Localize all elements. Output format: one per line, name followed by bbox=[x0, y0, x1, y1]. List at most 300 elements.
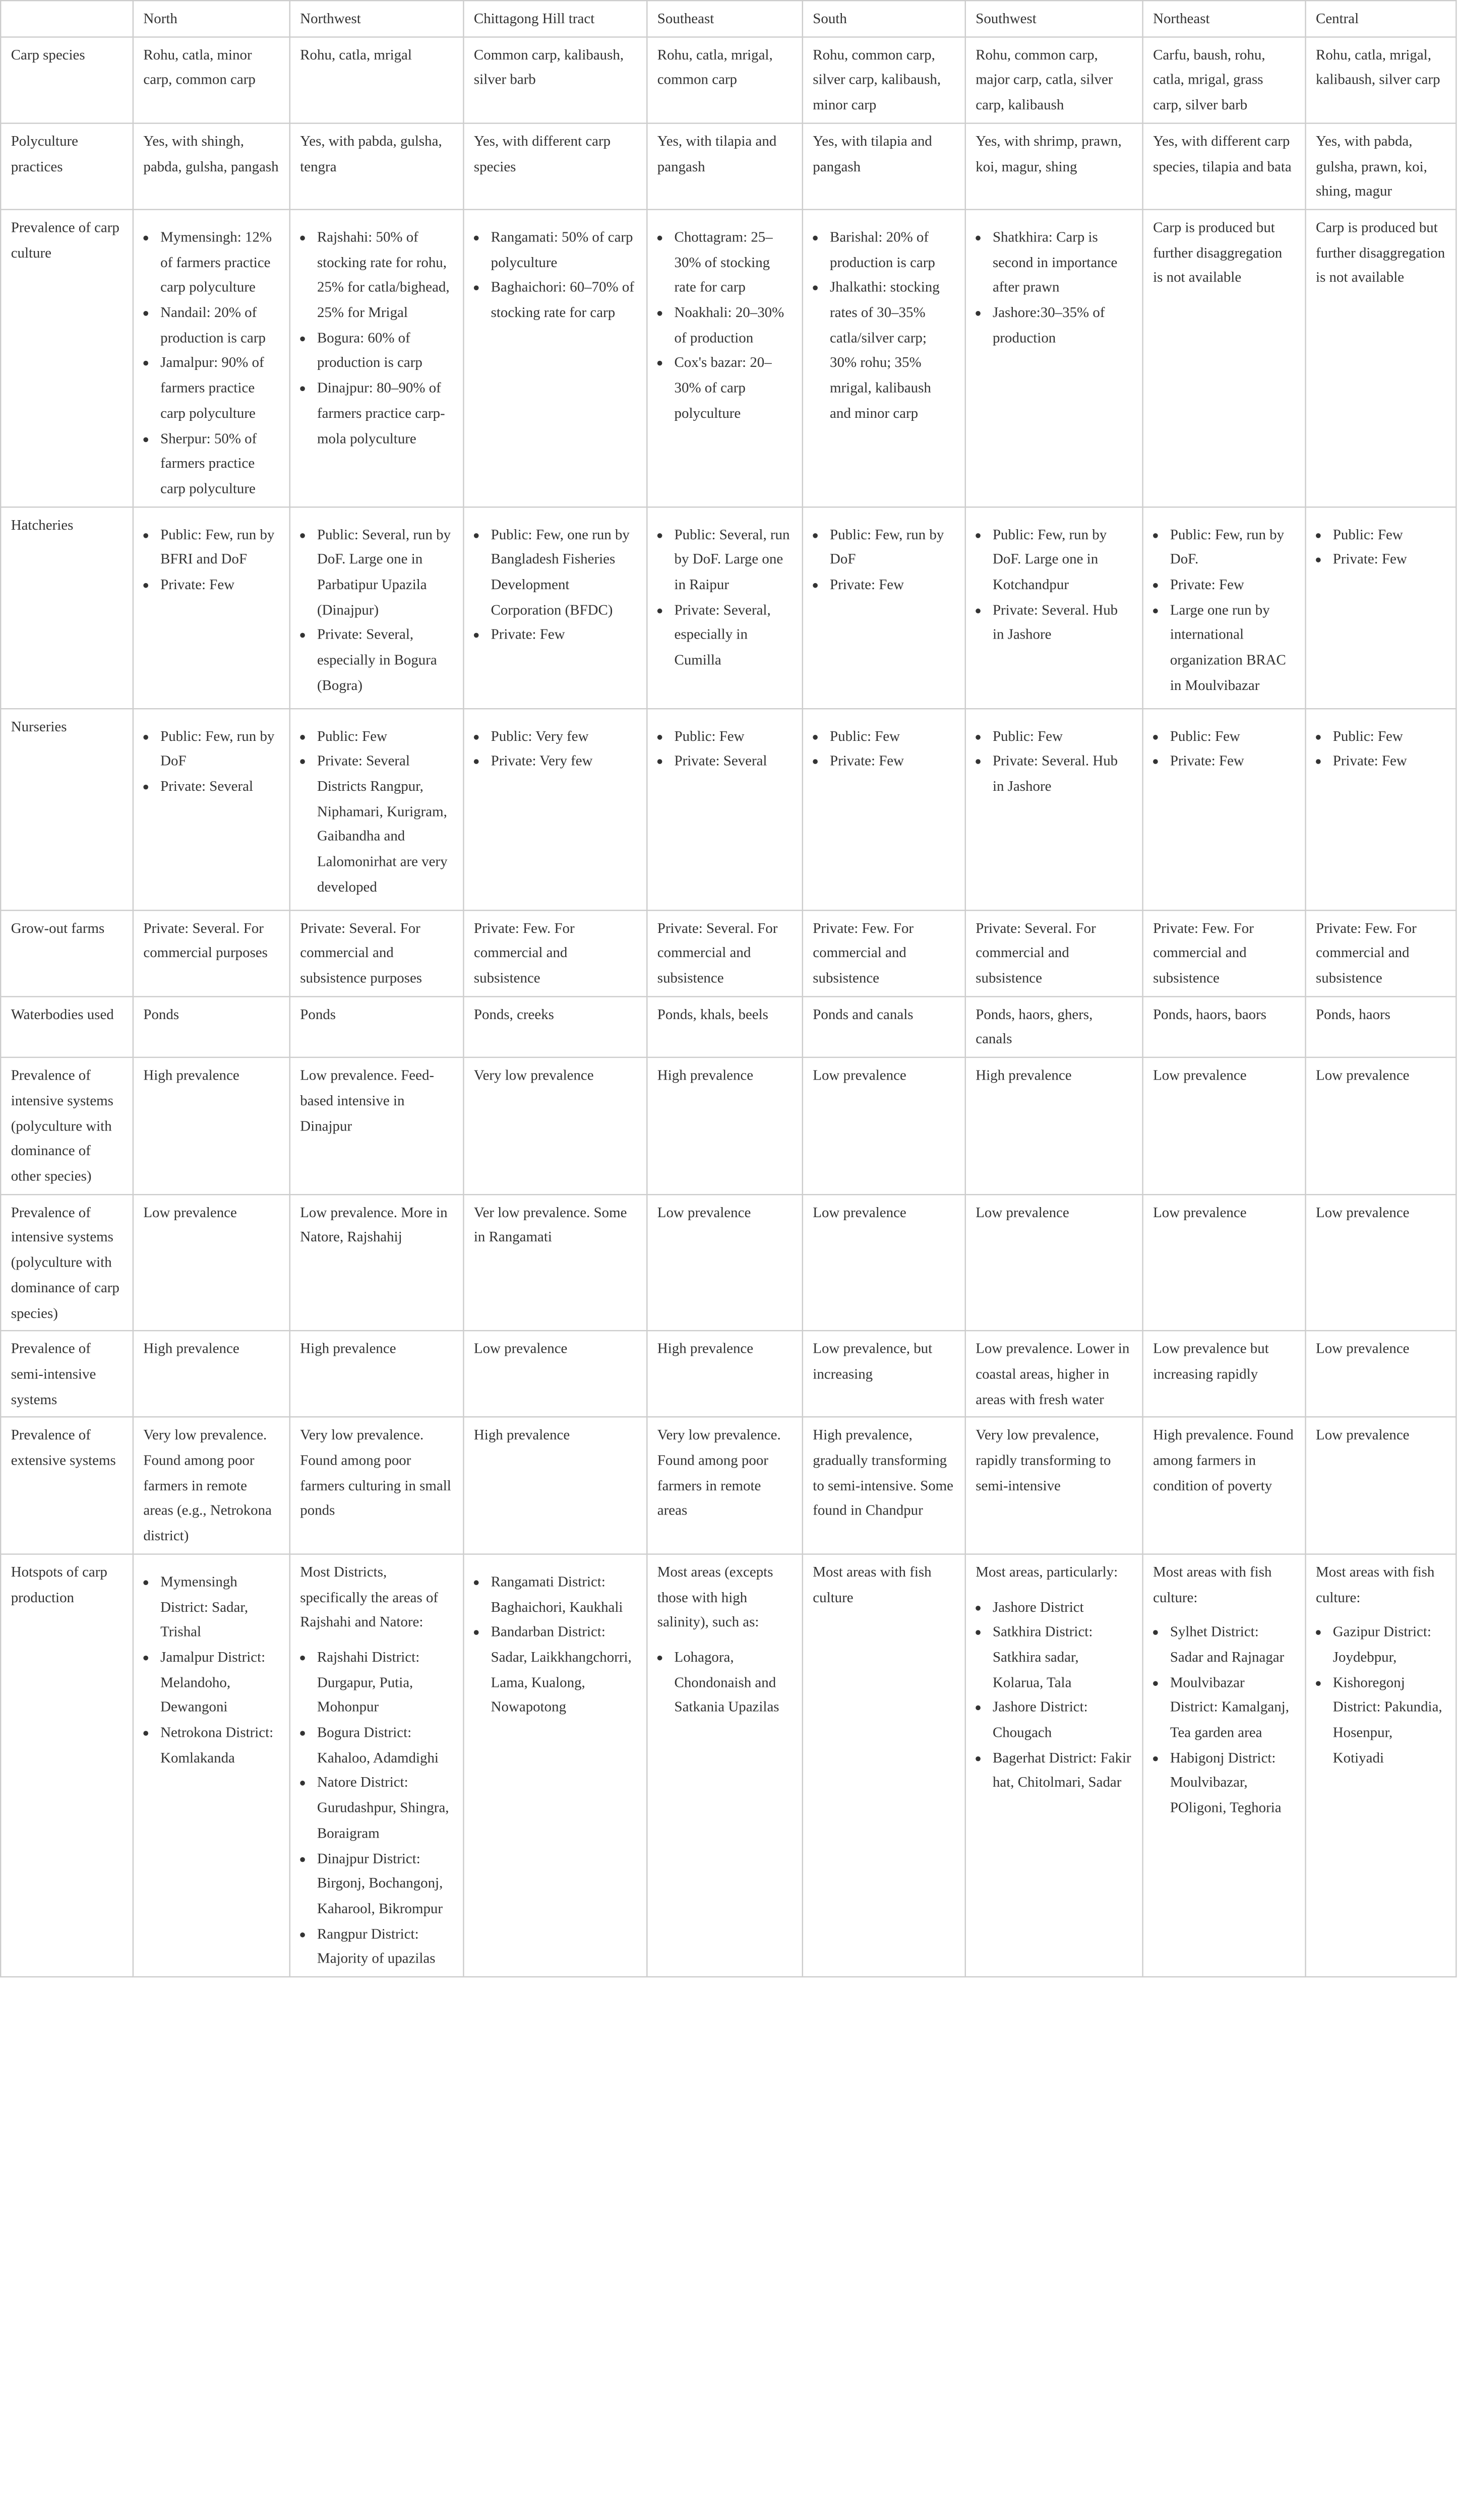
table-cell bbox=[463, 1554, 647, 1977]
table-cell bbox=[647, 1194, 802, 1331]
table-cell bbox=[647, 1331, 802, 1417]
table-cell bbox=[463, 1417, 647, 1554]
cell-lead-text: Most areas, particularly: bbox=[976, 1563, 1118, 1580]
table-cell bbox=[133, 123, 290, 209]
table-cell bbox=[965, 210, 1143, 507]
cell-lead-text: Most Districts, specifically the areas of Rajshahi and Natore: bbox=[300, 1563, 439, 1630]
table-cell bbox=[133, 37, 290, 123]
bullet-list bbox=[474, 1569, 637, 1720]
bullet-list bbox=[300, 724, 453, 900]
cell-text: Low prevalence bbox=[1316, 1203, 1410, 1221]
table-cell bbox=[1143, 910, 1306, 996]
bullet-item: • Private: Few bbox=[1333, 547, 1446, 572]
bullet-item: • Bogura: 60% of production is carp bbox=[317, 325, 453, 375]
table-cell bbox=[1143, 37, 1306, 123]
cell-text: Private: Few. For commercial and subsistence bbox=[1153, 919, 1254, 987]
cell-text: Ver low prevalence. Some in Rangamati bbox=[473, 1203, 627, 1246]
row-header-cell: Prevalence of intensive systems (polyculture with dominance of carp species) bbox=[1, 1194, 133, 1331]
cell-text: Ponds, khals, beels bbox=[657, 1005, 768, 1023]
bullet-item: • Bandarban District: Sadar, Laikkhangchorri, Lama, Kualong, Nowapotong bbox=[491, 1619, 637, 1720]
bullet-list bbox=[657, 724, 793, 774]
table-cell bbox=[803, 123, 965, 209]
table-row bbox=[1, 37, 1456, 123]
table-cell bbox=[965, 1554, 1143, 1977]
bullet-item: • Public: Few bbox=[317, 724, 453, 749]
header-cell-northwest: Northwest bbox=[290, 1, 464, 37]
table-cell bbox=[965, 1331, 1143, 1417]
header-row bbox=[1, 1, 1456, 37]
table-cell bbox=[290, 1417, 464, 1554]
bullet-item: • Moulvibazar District: Kamalganj, Tea garden area bbox=[1170, 1670, 1295, 1745]
cell-text: Very low prevalence. Found among poor farmers in remote areas (e.g., Netrokona district) bbox=[143, 1426, 272, 1544]
table-cell bbox=[133, 1331, 290, 1417]
bullet-item: • Public: Few bbox=[1170, 724, 1295, 749]
cell-text: Yes, with tilapia and pangash bbox=[813, 132, 932, 174]
table-cell bbox=[1143, 210, 1306, 507]
table-cell bbox=[803, 708, 965, 910]
table-cell bbox=[647, 123, 802, 209]
table-cell bbox=[803, 1554, 965, 1977]
table-cell bbox=[133, 1194, 290, 1331]
cell-text: Low prevalence bbox=[1316, 1066, 1410, 1084]
bullet-item: • Private: Several. Hub in Jashore bbox=[993, 748, 1132, 799]
bullet-item: • Public: Few, run by DoF bbox=[830, 522, 955, 572]
bullet-item: • Public: Several, run by DoF. Large one in Raipur bbox=[675, 522, 793, 597]
table-cell bbox=[463, 37, 647, 123]
bullet-item: • Private: Few bbox=[160, 572, 279, 597]
table-cell bbox=[1143, 1554, 1306, 1977]
table-cell bbox=[803, 1331, 965, 1417]
table-cell bbox=[1306, 1194, 1456, 1331]
table-cell bbox=[133, 910, 290, 996]
row-header-cell: Prevalence of semi-intensive systems bbox=[1, 1331, 133, 1417]
cell-text: Very low prevalence. Found among poor farmers culturing in small ponds bbox=[300, 1426, 451, 1519]
table-cell bbox=[290, 1331, 464, 1417]
cell-lead-text: Most areas with fish culture: bbox=[1316, 1563, 1435, 1605]
cell-text: Rohu, common carp, silver carp, kalibaush, minor carp bbox=[813, 45, 941, 113]
table-cell bbox=[133, 210, 290, 507]
bullet-item: • Public: Several, run by DoF. Large one in Parbatipur Upazila (Dinajpur) bbox=[317, 522, 453, 622]
cell-text: High prevalence bbox=[143, 1066, 239, 1084]
cell-text: High prevalence, gradually transforming to semi-intensive. Some found in Chandpur bbox=[813, 1426, 954, 1519]
cell-text: Ponds, haors, baors bbox=[1153, 1005, 1267, 1023]
cell-text: Very low prevalence. Found among poor farmers in remote areas bbox=[657, 1426, 781, 1519]
bullet-item: • Public: Few bbox=[1333, 522, 1446, 547]
cell-text: Carp is produced but further disaggregation is not available bbox=[1153, 218, 1283, 286]
bullet-item: • Jamalpur District: Melandoho, Dewangoni bbox=[160, 1645, 279, 1720]
table-cell bbox=[1143, 996, 1306, 1057]
bullet-list bbox=[657, 522, 793, 672]
table-cell bbox=[647, 507, 802, 708]
table-cell bbox=[1143, 708, 1306, 910]
bullet-list bbox=[143, 522, 279, 597]
table-cell bbox=[463, 210, 647, 507]
table-cell bbox=[1306, 910, 1456, 996]
table-cell bbox=[647, 996, 802, 1057]
bullet-item: • Private: Few bbox=[1170, 572, 1295, 597]
bullet-item: • Private: Few bbox=[830, 748, 955, 774]
cell-text: High prevalence bbox=[473, 1426, 570, 1443]
table-row bbox=[1, 123, 1456, 209]
table-row bbox=[1, 1057, 1456, 1194]
row-header-cell: Hatcheries bbox=[1, 507, 133, 708]
table-cell bbox=[965, 37, 1143, 123]
row-header-cell: Prevalence of carp culture bbox=[1, 210, 133, 507]
table-cell bbox=[1143, 507, 1306, 708]
table-cell bbox=[463, 910, 647, 996]
bullet-item: • Large one run by international organization BRAC in Moulvibazar bbox=[1170, 597, 1295, 698]
cell-text: Yes, with pabda, gulsha, tengra bbox=[300, 132, 442, 174]
cell-text: Low prevalence. Lower in coastal areas, higher in areas with fresh water bbox=[976, 1340, 1130, 1408]
cell-text: High prevalence bbox=[657, 1066, 754, 1084]
table-cell bbox=[1306, 1554, 1456, 1977]
header-cell-chittagong-hill-tract: Chittagong Hill tract bbox=[463, 1, 647, 37]
table-cell bbox=[290, 996, 464, 1057]
bullet-item: • Jamalpur: 90% of farmers practice carp polyculture bbox=[160, 350, 279, 426]
table-row bbox=[1, 1554, 1456, 1977]
table-cell bbox=[1306, 123, 1456, 209]
table-cell bbox=[133, 1057, 290, 1194]
table-cell bbox=[290, 708, 464, 910]
table-cell bbox=[965, 708, 1143, 910]
row-header-cell: Carp species bbox=[1, 37, 133, 123]
bullet-item: • Private: Several bbox=[675, 748, 793, 774]
header-cell-corner bbox=[1, 1, 133, 37]
bullet-item: • Jashore District: Chougach bbox=[993, 1695, 1132, 1745]
table-cell bbox=[290, 123, 464, 209]
cell-text: High prevalence bbox=[143, 1340, 239, 1357]
table-row bbox=[1, 708, 1456, 910]
table-row bbox=[1, 507, 1456, 708]
bullet-item: • Jhalkathi: stocking rates of 30–35% catla/silver carp; 30% rohu; 35% mrigal, kalibaush and minor carp bbox=[830, 275, 955, 425]
cell-text: Yes, with pabda, gulsha, prawn, koi, shing, magur bbox=[1316, 132, 1427, 200]
table-cell bbox=[647, 708, 802, 910]
bullet-item: • Sherpur: 50% of farmers practice carp polyculture bbox=[160, 426, 279, 501]
bullet-item: • Public: Few, run by DoF bbox=[160, 724, 279, 774]
bullet-item: • Private: Several, especially in Bogura (Bogra) bbox=[317, 622, 453, 698]
cell-text: Very low prevalence, rapidly transforming to semi-intensive bbox=[976, 1426, 1111, 1494]
header-cell-southwest: Southwest bbox=[965, 1, 1143, 37]
bullet-item: • Cox's bazar: 20–30% of carp polyculture bbox=[675, 350, 793, 426]
bullet-list bbox=[1316, 724, 1446, 774]
cell-text: Rohu, catla, mrigal, common carp bbox=[657, 45, 773, 88]
table-cell bbox=[463, 507, 647, 708]
table-cell bbox=[1306, 507, 1456, 708]
table-cell bbox=[290, 37, 464, 123]
table-cell bbox=[803, 210, 965, 507]
table-cell bbox=[290, 1554, 464, 1977]
table-cell bbox=[290, 1057, 464, 1194]
table-cell bbox=[133, 708, 290, 910]
bullet-list bbox=[143, 724, 279, 799]
table-cell bbox=[965, 1057, 1143, 1194]
bullet-item: • Mymensingh: 12% of farmers practice carp polyculture bbox=[160, 225, 279, 300]
cell-text: Low prevalence bbox=[657, 1203, 751, 1221]
cell-text: Ponds bbox=[143, 1005, 179, 1023]
header-cell-central: Central bbox=[1306, 1, 1456, 37]
cell-text: Carfu, baush, rohu, catla, mrigal, grass carp, silver barb bbox=[1153, 45, 1265, 113]
table-cell bbox=[1306, 37, 1456, 123]
table-cell bbox=[1143, 1194, 1306, 1331]
cell-text: Low prevalence bbox=[1316, 1426, 1410, 1443]
bullet-list bbox=[1153, 724, 1295, 774]
bullet-item: • Baghaichori: 60–70% of stocking rate for carp bbox=[491, 275, 637, 325]
row-header-cell: Prevalence of extensive systems bbox=[1, 1417, 133, 1554]
bullet-item: • Gazipur District: Joydebpur, bbox=[1333, 1619, 1446, 1670]
table-cell bbox=[1143, 1331, 1306, 1417]
table-cell bbox=[1306, 708, 1456, 910]
table-cell bbox=[290, 507, 464, 708]
bullet-list bbox=[813, 522, 955, 597]
table-cell bbox=[463, 708, 647, 910]
table-cell bbox=[463, 996, 647, 1057]
bullet-item: • Jashore:30–35% of production bbox=[993, 300, 1132, 350]
bullet-list bbox=[300, 1645, 453, 1972]
cell-text: Private: Few. For commercial and subsistence bbox=[1316, 919, 1417, 987]
table-cell bbox=[463, 1331, 647, 1417]
table-cell bbox=[965, 910, 1143, 996]
bullet-list bbox=[300, 522, 453, 698]
table-cell bbox=[803, 37, 965, 123]
table-cell bbox=[463, 1057, 647, 1194]
table-row bbox=[1, 910, 1456, 996]
cell-text: Low prevalence bbox=[1153, 1066, 1247, 1084]
cell-lead-text: Most areas with fish culture: bbox=[1153, 1563, 1272, 1605]
cell-text: High prevalence bbox=[300, 1340, 396, 1357]
table-cell bbox=[803, 996, 965, 1057]
bullet-item: • Private: Few bbox=[1170, 748, 1295, 774]
bullet-item: • Netrokona District: Komlakanda bbox=[160, 1720, 279, 1771]
bullet-list bbox=[976, 225, 1132, 350]
table-cell bbox=[803, 507, 965, 708]
bullet-list bbox=[300, 225, 453, 451]
cell-text: Carp is produced but further disaggregation is not available bbox=[1316, 218, 1445, 286]
cell-text: Rohu, common carp, major carp, catla, silver carp, kalibaush bbox=[976, 45, 1113, 113]
bullet-item: • Bogura District: Kahaloo, Adamdighi bbox=[317, 1720, 453, 1771]
table-cell bbox=[290, 1194, 464, 1331]
cell-text: Ponds, creeks bbox=[473, 1005, 554, 1023]
cell-text: Low prevalence. Feed-based intensive in Dinajpur bbox=[300, 1066, 435, 1134]
table-cell bbox=[290, 910, 464, 996]
table-body bbox=[1, 37, 1456, 1977]
bullet-item: • Public: Few, run by DoF. Large one in Kotchandpur bbox=[993, 522, 1132, 597]
bullet-item: • Private: Very few bbox=[491, 748, 637, 774]
table-cell bbox=[1143, 1057, 1306, 1194]
bullet-item: • Private: Several. Hub in Jashore bbox=[993, 597, 1132, 648]
cell-text: Low prevalence, but increasing bbox=[813, 1340, 933, 1382]
bullet-item: • Rajshahi District: Durgapur, Putia, Mohonpur bbox=[317, 1645, 453, 1720]
bullet-list bbox=[657, 1645, 793, 1720]
bullet-list bbox=[1316, 522, 1446, 572]
cell-text: Rohu, catla, minor carp, common carp bbox=[143, 45, 256, 88]
table-cell bbox=[1306, 1331, 1456, 1417]
cell-text: High prevalence. Found among farmers in condition of poverty bbox=[1153, 1426, 1294, 1494]
bullet-item: • Public: Few, run by BFRI and DoF bbox=[160, 522, 279, 572]
cell-text: Low prevalence bbox=[143, 1203, 237, 1221]
table-cell bbox=[463, 1194, 647, 1331]
cell-text: Yes, with different carp species bbox=[473, 132, 611, 174]
table-cell bbox=[1306, 1057, 1456, 1194]
bullet-item: • Rangamati: 50% of carp polyculture bbox=[491, 225, 637, 275]
bullet-item: • Rangpur District: Majority of upazilas bbox=[317, 1921, 453, 1972]
cell-text: Low prevalence. More in Natore, Rajshahij bbox=[300, 1203, 448, 1246]
cell-text: Private: Several. For commercial purposes bbox=[143, 919, 268, 962]
bullet-item: • Noakhali: 20–30% of production bbox=[675, 300, 793, 350]
table-cell bbox=[1306, 996, 1456, 1057]
cell-text: Yes, with shingh, pabda, gulsha, pangash bbox=[143, 132, 279, 174]
bullet-item: • Public: Few bbox=[675, 724, 793, 749]
bullet-item: • Public: Few, run by DoF. bbox=[1170, 522, 1295, 572]
cell-text: Rohu, catla, mrigal bbox=[300, 45, 412, 63]
table-cell bbox=[1306, 210, 1456, 507]
bullet-item: • Public: Few bbox=[830, 724, 955, 749]
cell-text: High prevalence bbox=[976, 1066, 1072, 1084]
table-cell bbox=[1306, 1417, 1456, 1554]
bullet-list bbox=[813, 724, 955, 774]
bullet-item: • Chottagram: 25–30% of stocking rate for carp bbox=[675, 225, 793, 300]
table-cell bbox=[1143, 123, 1306, 209]
bullet-item: • Public: Few, one run by Bangladesh Fisheries Development Corporation (BFDC) bbox=[491, 522, 637, 622]
cell-text: Private: Several. For commercial and subsistence purposes bbox=[300, 919, 422, 987]
bullet-item: • Dinajpur: 80–90% of farmers practice carp-mola polyculture bbox=[317, 375, 453, 451]
bullet-item: • Lohagora, Chondonaish and Satkania Upazilas bbox=[675, 1645, 793, 1720]
cell-text: Low prevalence bbox=[976, 1203, 1069, 1221]
cell-text: Low prevalence but increasing rapidly bbox=[1153, 1340, 1269, 1382]
header-cell-south: South bbox=[803, 1, 965, 37]
bullet-list bbox=[976, 522, 1132, 647]
table-cell bbox=[965, 1194, 1143, 1331]
table-cell bbox=[133, 1417, 290, 1554]
table-cell bbox=[803, 1417, 965, 1554]
bullet-item: • Habigonj District: Moulvibazar, POligoni, Teghoria bbox=[1170, 1745, 1295, 1821]
table-cell bbox=[290, 210, 464, 507]
table-cell bbox=[647, 37, 802, 123]
table-cell bbox=[133, 1554, 290, 1977]
table-cell bbox=[133, 507, 290, 708]
table-cell bbox=[803, 1194, 965, 1331]
cell-text: Yes, with shrimp, prawn, koi, magur, shing bbox=[976, 132, 1122, 174]
cell-text: Low prevalence bbox=[813, 1066, 906, 1084]
table-cell bbox=[647, 910, 802, 996]
bullet-list bbox=[1316, 1619, 1446, 1770]
row-header-cell: Hotspots of carp production bbox=[1, 1554, 133, 1977]
cell-text: Low prevalence bbox=[1153, 1203, 1247, 1221]
cell-text: Ponds, haors bbox=[1316, 1005, 1390, 1023]
bullet-item: • Dinajpur District: Birgonj, Bochangonj, Kaharool, Bikrompur bbox=[317, 1846, 453, 1921]
bullet-item: • Jashore District bbox=[993, 1594, 1132, 1619]
bullet-item: • Kishoregonj District: Pakundia, Hosenpur, Kotiyadi bbox=[1333, 1670, 1446, 1771]
bullet-list bbox=[1153, 1619, 1295, 1820]
table-cell bbox=[647, 1417, 802, 1554]
bullet-item: • Rajshahi: 50% of stocking rate for rohu, 25% for catla/bighead, 25% for Mrigal bbox=[317, 225, 453, 326]
bullet-list bbox=[976, 1594, 1132, 1795]
row-header-cell: Grow-out farms bbox=[1, 910, 133, 996]
bullet-list bbox=[1153, 522, 1295, 698]
cell-text: Low prevalence bbox=[813, 1203, 906, 1221]
header-cell-northeast: Northeast bbox=[1143, 1, 1306, 37]
cell-lead-text: Most areas (excepts those with high salinity), such as: bbox=[657, 1563, 773, 1630]
bullet-list bbox=[976, 724, 1132, 799]
cell-text: Yes, with different carp species, tilapia and bata bbox=[1153, 132, 1292, 174]
row-header-cell: Polyculture practices bbox=[1, 123, 133, 209]
cell-text: Rohu, catla, mrigal, kalibaush, silver carp bbox=[1316, 45, 1440, 88]
table-cell bbox=[965, 507, 1143, 708]
table-row bbox=[1, 1331, 1456, 1417]
bullet-item: • Public: Few bbox=[993, 724, 1132, 749]
bullet-item: • Nandail: 20% of production is carp bbox=[160, 300, 279, 350]
cell-text: Low prevalence bbox=[1316, 1340, 1410, 1357]
bullet-item: • Private: Few bbox=[830, 572, 955, 597]
bullet-item: • Private: Few bbox=[1333, 748, 1446, 774]
bullet-item: • Mymensingh District: Sadar, Trishal bbox=[160, 1569, 279, 1645]
bullet-item: • Private: Few bbox=[491, 622, 637, 648]
cell-text: Most areas with fish culture bbox=[813, 1563, 932, 1605]
table-cell bbox=[463, 123, 647, 209]
bullet-item: • Public: Very few bbox=[491, 724, 637, 749]
table-cell bbox=[647, 210, 802, 507]
bullet-item: • Natore District: Gurudashpur, Shingra, Boraigram bbox=[317, 1770, 453, 1846]
header-cell-southeast: Southeast bbox=[647, 1, 802, 37]
table-cell bbox=[803, 910, 965, 996]
bullet-item: • Public: Few bbox=[1333, 724, 1446, 749]
cell-text: Common carp, kalibaush, silver barb bbox=[473, 45, 624, 88]
table-cell bbox=[647, 1554, 802, 1977]
cell-text: Private: Several. For commercial and subsistence bbox=[657, 919, 778, 987]
row-header-cell: Waterbodies used bbox=[1, 996, 133, 1057]
table-row bbox=[1, 996, 1456, 1057]
table-cell bbox=[965, 1417, 1143, 1554]
bullet-item: • Sylhet District: Sadar and Rajnagar bbox=[1170, 1619, 1295, 1670]
bullet-list bbox=[474, 724, 637, 774]
cell-text: Low prevalence bbox=[473, 1340, 568, 1357]
bullet-item: • Satkhira District: Satkhira sadar, Kolarua, Tala bbox=[993, 1619, 1132, 1695]
bullet-item: • Private: Several bbox=[160, 774, 279, 799]
bullet-list bbox=[657, 225, 793, 426]
bullet-item: • Barishal: 20% of production is carp bbox=[830, 225, 955, 275]
table-row bbox=[1, 210, 1456, 507]
bullet-list bbox=[813, 225, 955, 426]
table-row bbox=[1, 1194, 1456, 1331]
bullet-list bbox=[474, 225, 637, 326]
bullet-list bbox=[143, 225, 279, 501]
bullet-item: • Private: Several Districts Rangpur, Niphamari, Kurigram, Gaibandha and Lalomonirhat are very developed bbox=[317, 748, 453, 899]
bullet-item: • Bagerhat District: Fakir hat, Chitolmari, Sadar bbox=[993, 1745, 1132, 1796]
table-cell bbox=[965, 123, 1143, 209]
row-header-cell: Nurseries bbox=[1, 708, 133, 910]
cell-text: Private: Several. For commercial and subsistence bbox=[976, 919, 1096, 987]
table-cell bbox=[803, 1057, 965, 1194]
bullet-item: • Private: Several, especially in Cumilla bbox=[675, 597, 793, 673]
cell-text: Ponds and canals bbox=[813, 1005, 914, 1023]
cell-text: Ponds bbox=[300, 1005, 336, 1023]
table-cell bbox=[965, 996, 1143, 1057]
table-cell bbox=[1143, 1417, 1306, 1554]
cell-text: Ponds, haors, ghers, canals bbox=[976, 1005, 1093, 1048]
cell-text: Yes, with tilapia and pangash bbox=[657, 132, 777, 174]
table-cell bbox=[647, 1057, 802, 1194]
cell-text: Very low prevalence bbox=[473, 1066, 594, 1084]
cell-text: Private: Few. For commercial and subsistence bbox=[473, 919, 575, 987]
bullet-list bbox=[143, 1569, 279, 1770]
header-cell-north: North bbox=[133, 1, 290, 37]
bullet-item: • Rangamati District: Baghaichori, Kaukhali bbox=[491, 1569, 637, 1619]
table-row bbox=[1, 1417, 1456, 1554]
cell-text: High prevalence bbox=[657, 1340, 754, 1357]
cell-text: Private: Few. For commercial and subsistence bbox=[813, 919, 914, 987]
bullet-list bbox=[474, 522, 637, 647]
row-header-cell: Prevalence of intensive systems (polyculture with dominance of other species) bbox=[1, 1057, 133, 1194]
table-cell bbox=[133, 996, 290, 1057]
